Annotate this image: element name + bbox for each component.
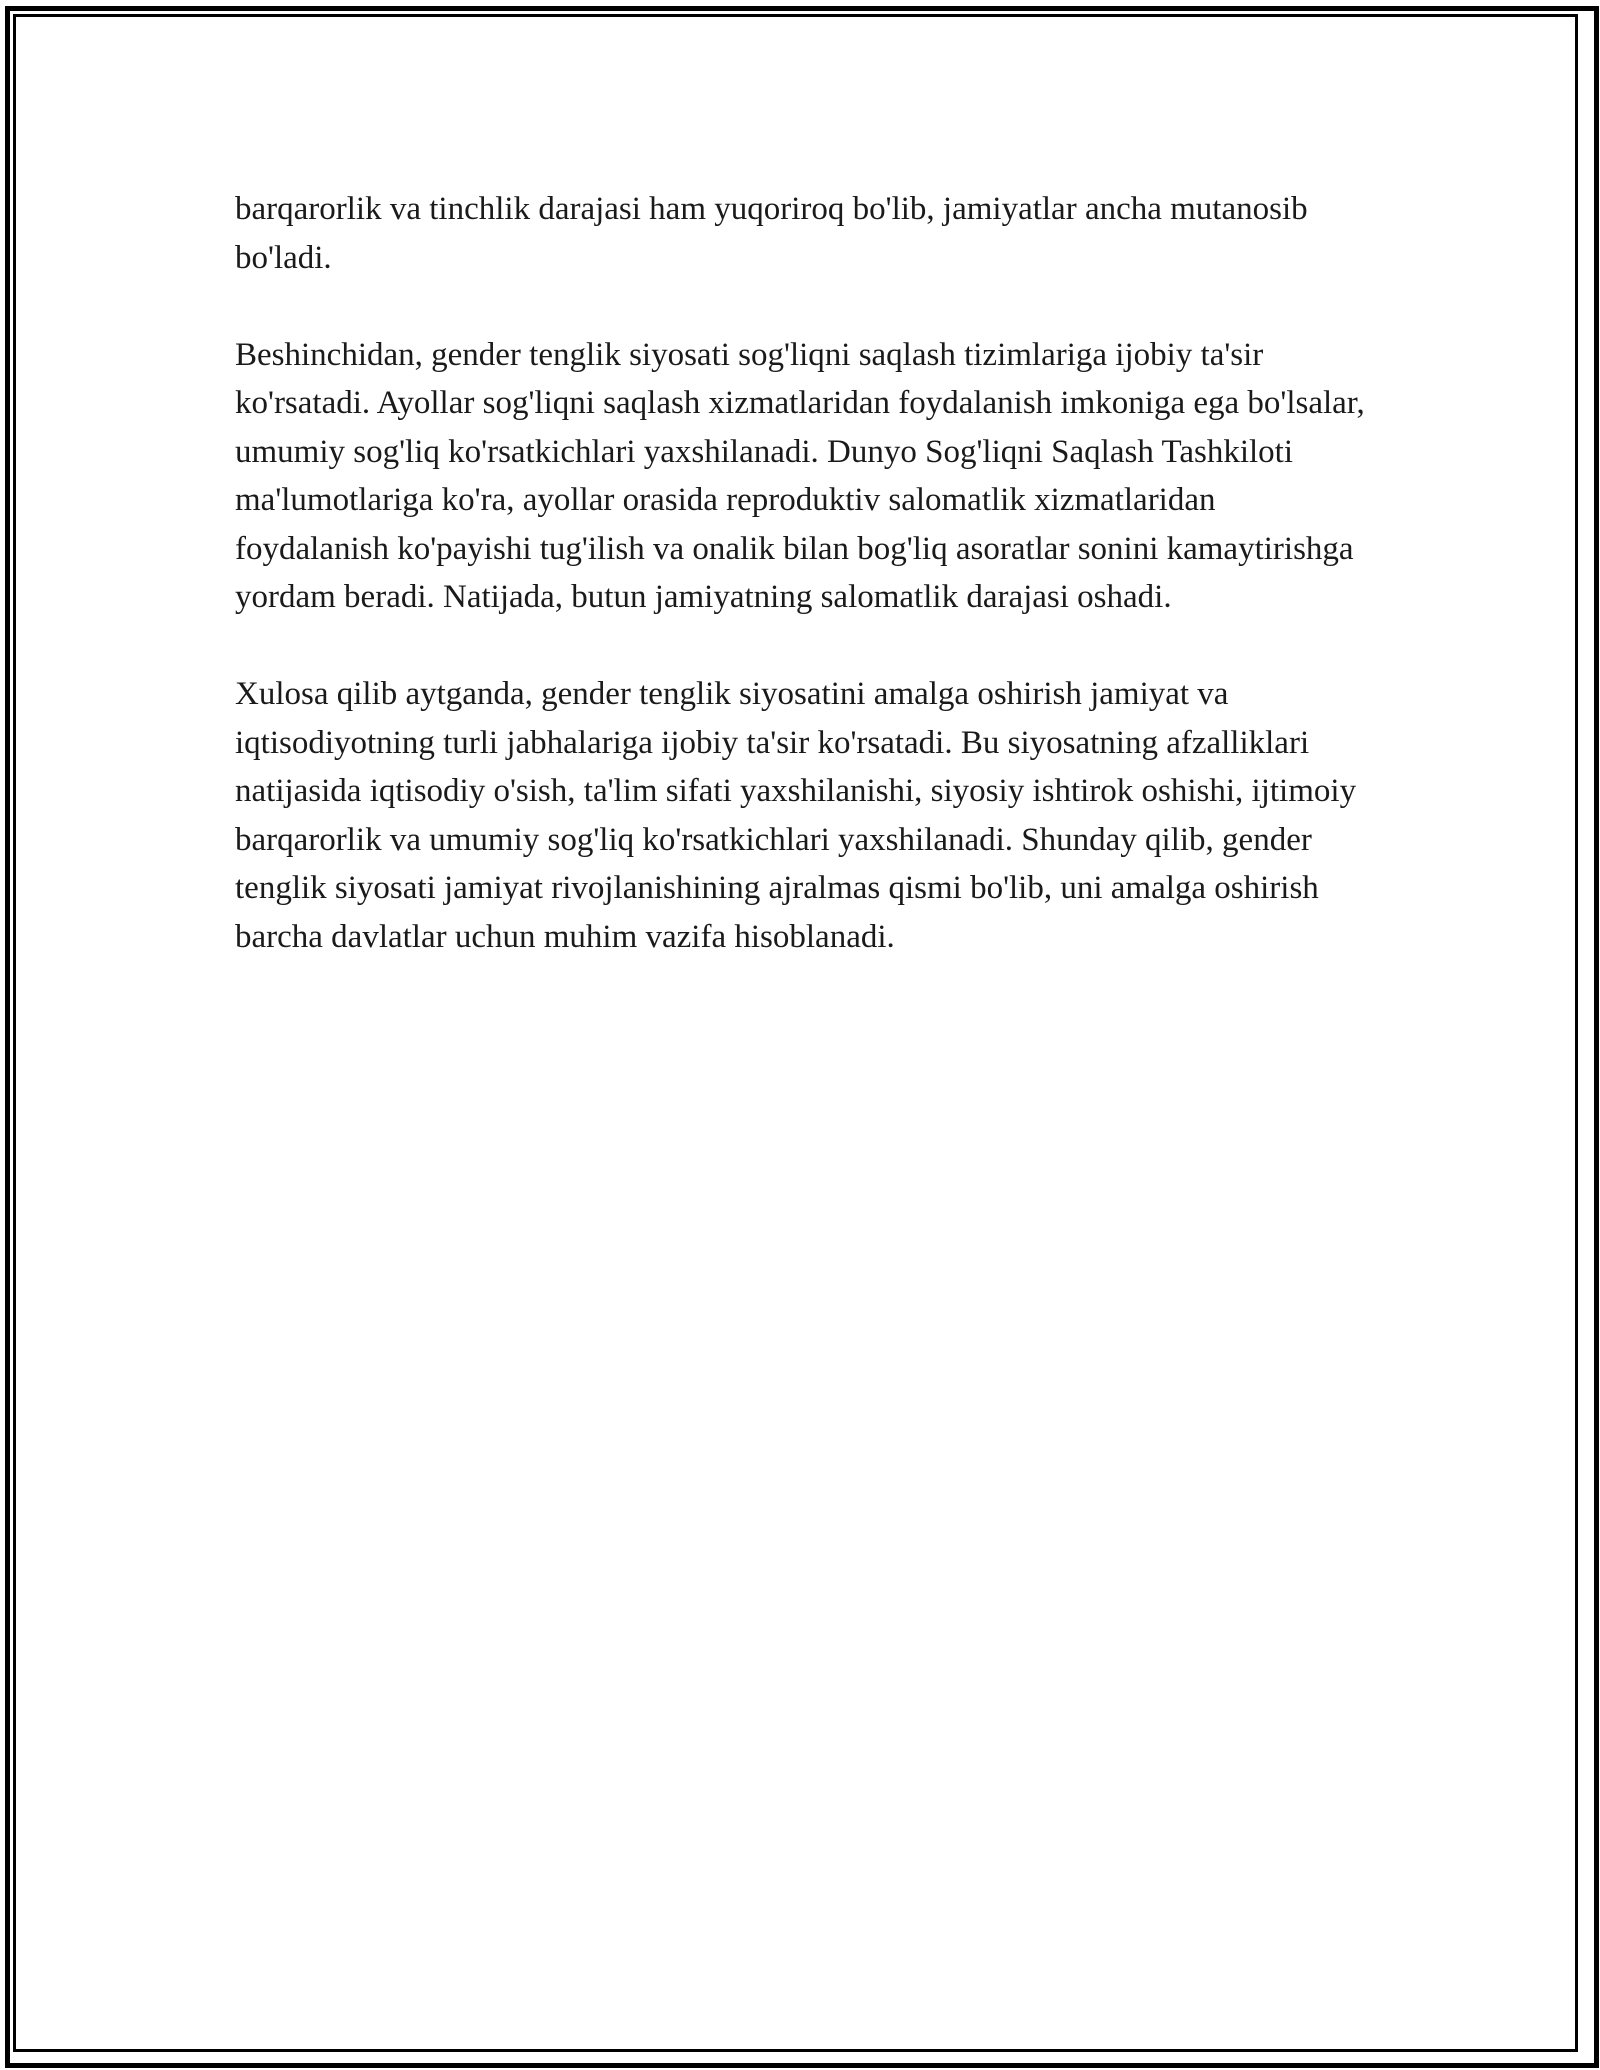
paragraph-continuation: barqarorlik va tinchlik darajasi ham yuqoriroq bo'lib, jamiyatlar ancha mutanosib bo'ladi. xyxy=(235,191,1308,276)
paragraph-conclusion: Xulosa qilib aytganda, gender tenglik siyosatini amalga oshirish jamiyat va iqtisodiyotning turli jabhalariga ijobiy ta'sir ko'rsatadi. Bu siyosatning afzalliklari natijasida iqtisodiy o'sish, ta'lim sifati yaxshilanishi, siyosiy ishtirok oshishi, ijtimoiy barqarorlik va umumiy sog'liq ko'rsatkichlari yaxshilanadi. Shunday qilib, gender tenglik siyosati jamiyat rivojlanishining ajralmas qismi bo'lib, uni amalga oshirish barcha davlatlar uchun muhim vazifa hisoblanadi. xyxy=(235,676,1357,955)
paragraph-health: Beshinchidan, gender tenglik siyosati sog'liqni saqlash tizimlariga ijobiy ta'sir ko'rsatadi. Ayollar sog'liqni saqlash xizmatlaridan foydalanish imkoniga ega bo'lsalar, umumiy sog'liq ko'rsatkichlari yaxshilanadi. Dunyo Sog'liqni Saqlash Tashkiloti ma'lumotlariga ko'ra, ayollar orasida reproduktiv salomatlik xizmatlaridan foydalanish ko'payishi tug'ilish va onalik bilan bog'liq asoratlar sonini kamaytirishga yordam beradi. Natijada, butun jamiyatning salomatlik darajasi oshadi. xyxy=(235,336,1365,615)
document-body xyxy=(235,185,1365,961)
